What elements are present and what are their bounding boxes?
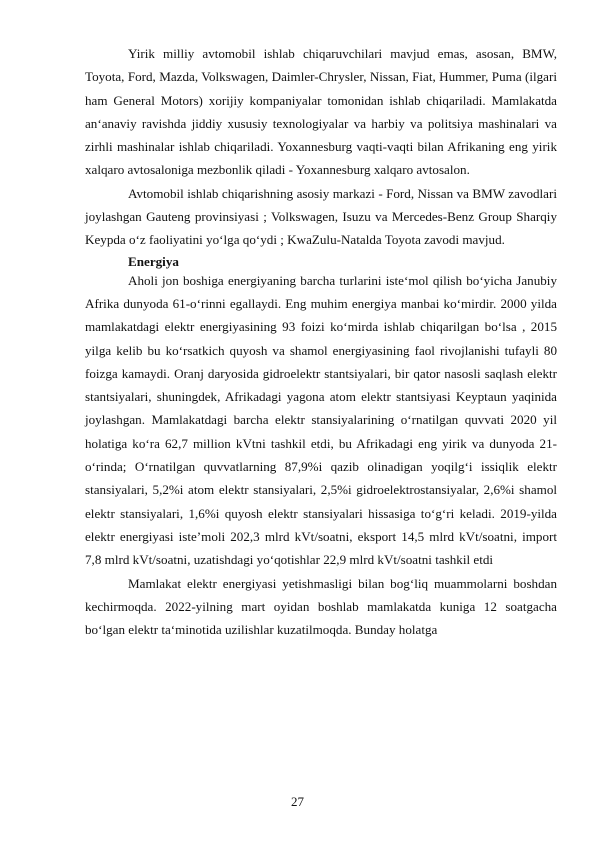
page-number: 27: [291, 794, 304, 809]
paragraph-energy-overview: Aholi jon boshiga energiyaning barcha turlarini iste‘mol qilish bo‘yicha Janubiy Afrika dunyoda 61-o‘rinni egallaydi. Eng muhim energiya manbai ko‘mirdir. 2000 yilda mamlakatdagi elektr energiyasining 93 foizi ko‘mirda ishlab chiqarilgan bo‘lsa , 2015 yilga kelib bu ko‘rsatkich quyosh va shamol energiyasining faol rivojlanishi tufayli 80 foizga kamaydi. Oranj daryosida gidroelektr stantsiyalari, bir qator nasosli saqlash elektr stantsiyalari, shuningdek, Afrikadagi yagona atom elektr stantsiyasi Keyptaun yaqinida joylashgan. Mamlakatdagi barcha elektr stansiyalarining o‘rnatilgan quvvati 2020 yil holatiga ko‘ra 62,7 million kVtni tashkil etdi, bu Afrikadagi eng yirik va dunyoda 21-o‘rinda; O‘rnatilgan quvvatlarning 87,9%i qazib olinadigan yoqilg‘i issiqlik elektr stansiyalari, 5,2%i atom elektr stansiyalari, 2,5%i gidroelektrostansiyalar, 2,6%i shamol elektr stansiyalari, 1,6%i quyosh elektr stansiyalari hissasiga to‘g‘ri keladi. 2019-yilda elektr energiyasi iste’moli 202,3 mlrd kVt/soatni, eksport 14,5 mlrd kVt/soatni, import 7,8 mlrd kVt/soatni, uzatishdagi yo‘qotishlar 22,9 mlrd kVt/soatni tashkil etdi: [85, 272, 557, 568]
section-heading-energy: Energiya: [128, 253, 179, 269]
paragraph-energy-shortage: Mamlakat elektr energiyasi yetishmasligi bilan bog‘liq muammolarni boshdan kechirmoqda. 2022-yilning mart oyidan boshlab mamlakatda kuniga 12 soatgacha bo‘lgan elektr ta‘minotida uzilishlar kuzatilmoqda. Bunday holatga: [85, 575, 557, 638]
paragraph-automotive-centers: Avtomobil ishlab chiqarishning asosiy markazi - Ford, Nissan va BMW zavodlari joylashgan Gauteng provinsiyasi ; Volkswagen, Isuzu va Mercedes-Benz Group Sharqiy Keypda o‘z faoliyatini yo‘lga qo‘ydi ; KwaZulu-Natalda Toyota zavodi mavjud.: [85, 185, 557, 248]
paragraph-automotive-manufacturers: Yirik milliy avtomobil ishlab chiqaruvchilari mavjud emas, asosan, BMW, Toyota, Ford, Mazda, Volkswagen, Daimler-Chrysler, Nissan, Fiat, Hummer, Puma (ilgari ham General Motors) xorijiy kompaniyalar tomonidan ishlab chiqariladi. Mamlakatda an‘anaviy ravishda jiddiy xususiy texnologiyalar va harbiy va politsiya mashinalari va zirhli mashinalar ishlab chiqariladi. Yoxannesburg vaqti-vaqti bilan Afrikaning eng yirik xalqaro avtosaloniga mezbonlik qiladi - Yoxannesburg xalqaro avtosalon.: [85, 46, 557, 178]
page-body: [85, 42, 557, 641]
